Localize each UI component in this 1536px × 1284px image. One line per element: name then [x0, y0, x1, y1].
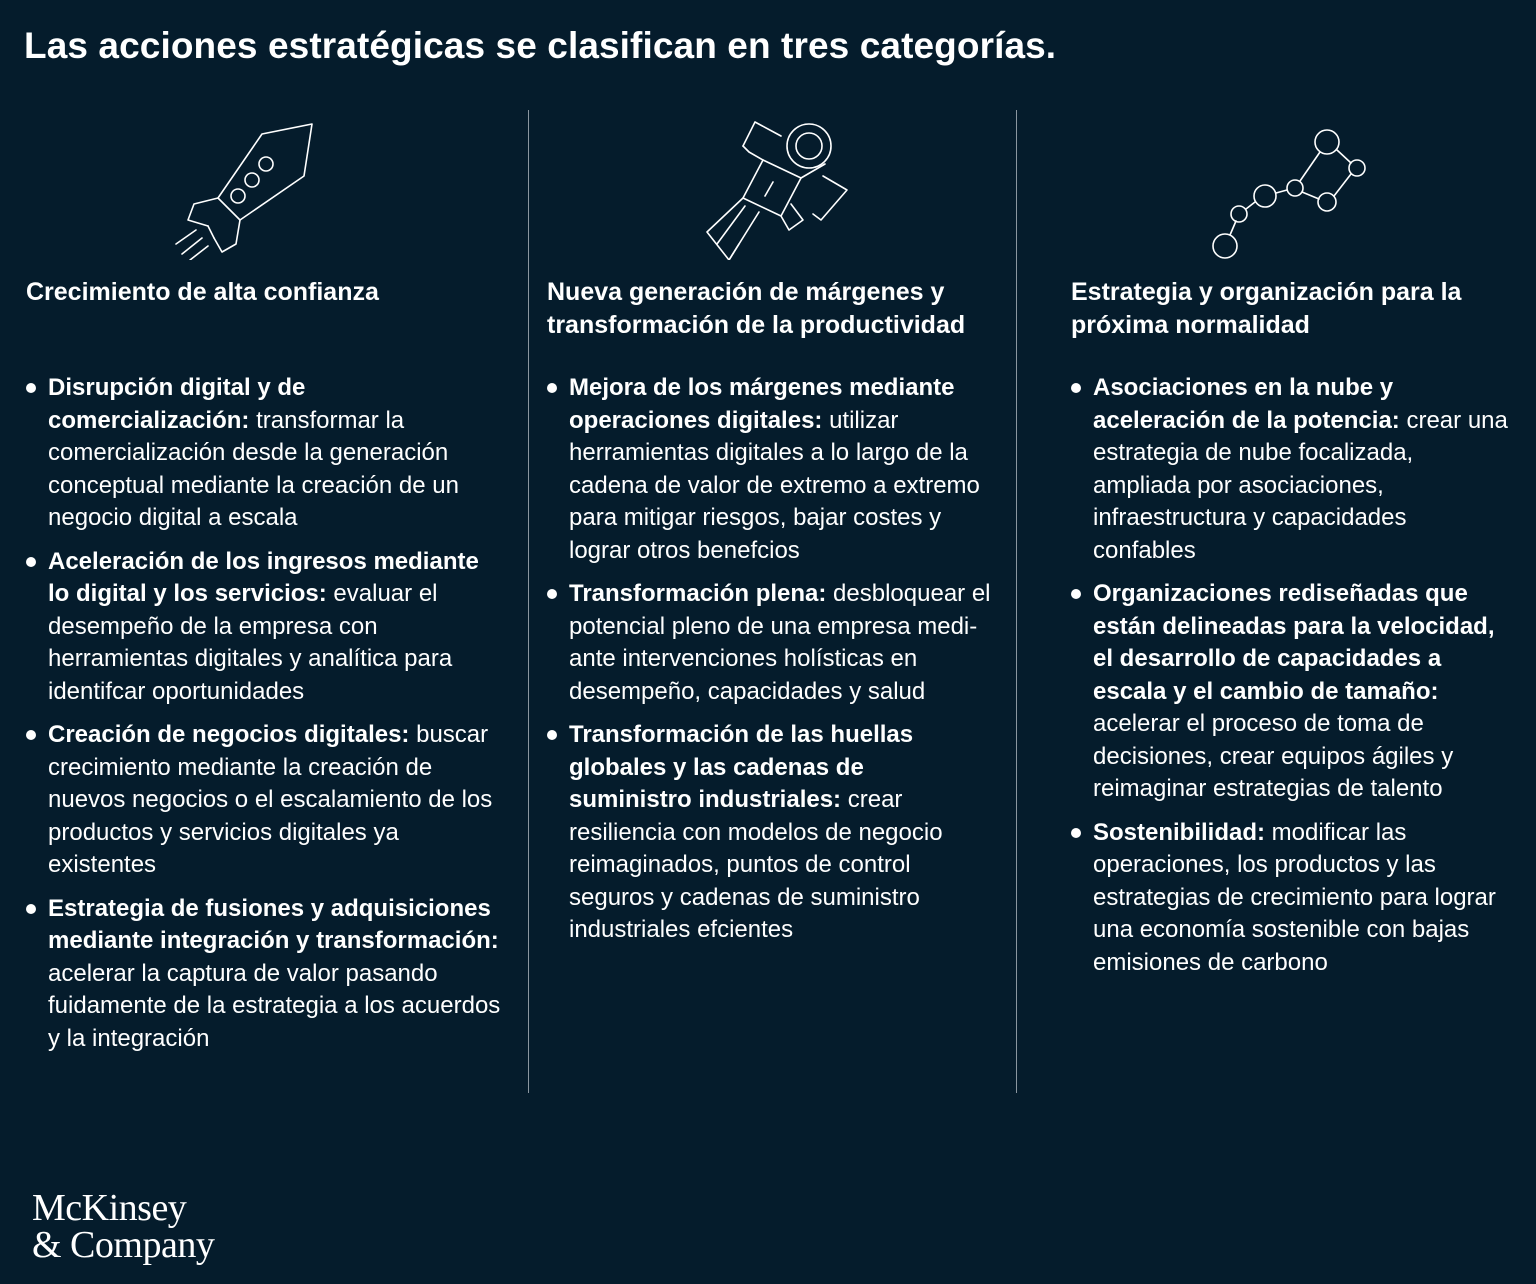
bullet-term: Transformación de las huellas globales y las cadenas de suministro industriales:: [569, 721, 914, 813]
list-item: [547, 719, 993, 947]
bullet-term: Organizaciones rediseñadas que están delineadas para la velocidad, el desarrollo de capacidades a escala y el cambio de tamaño:: [1093, 580, 1495, 705]
constellation-icon: [1209, 120, 1375, 260]
bullet-dot: [547, 589, 557, 599]
bullet-description: modificar las operaciones, los productos y las estrategias de crecimiento para lograr una economía sostenible con bajas emisiones de carbono: [1093, 818, 1496, 976]
bullet-dot: [1071, 589, 1081, 599]
bullet-term: Transformación plena:: [569, 580, 827, 607]
column-heading: Crecimiento de alta confianza: [26, 278, 379, 306]
bullet-dot: [547, 730, 557, 740]
bullet-term: Estrategia de fusiones y adquisiciones mediante integración y transformación:: [48, 894, 499, 954]
bullet-description: buscar crecimiento mediante la creación de nuevos negocios o el escalamiento de los productos y servicios digitales ya existentes: [48, 721, 493, 878]
column-heading: Estrategia y organización para la próxima normalidad: [1071, 278, 1462, 339]
list-item: [1071, 372, 1511, 567]
bullet-dot: [26, 383, 36, 393]
bullet-description: utilizar herramientas digitales a lo largo de la cadena de valor de extremo a extremo para mitigar riesgos, bajar costes y lograr otros benefcios: [569, 406, 980, 564]
bullet-dot: [547, 383, 557, 393]
bullet-description: transformar la comercialización desde la generación conceptual mediante la creación de un negocio digital a escala: [48, 406, 459, 531]
bullet-term: Disrupción digital y de comercialización:: [48, 374, 306, 434]
column-divider-2: [1016, 110, 1017, 1093]
bullet-dot: [1071, 828, 1081, 838]
bullet-dot: [26, 904, 36, 914]
list-item: [26, 719, 504, 882]
bullet-dot: [26, 730, 36, 740]
bullet-list: [1071, 372, 1511, 990]
bullet-dot: [26, 557, 36, 567]
bullet-dot: [1071, 383, 1081, 393]
list-item: [1071, 817, 1511, 980]
bullet-description: acelerar la captura de valor pasando fuidamente de la estrategia a los acuerdos y la integración: [48, 959, 501, 1052]
astronaut-icon: [703, 120, 853, 260]
bullet-term: Aceleración de los ingresos mediante lo digital y los servicios:: [48, 547, 479, 607]
bullet-term: Sostenibilidad:: [1093, 818, 1266, 846]
bullet-description: crear una estrategia de nube focalizada, ampliada por asociaciones, infraestructura y capacidades confables: [1093, 406, 1508, 564]
column-heading: Nueva generación de márgenes y transformación de la productividad: [547, 278, 966, 339]
logo-line-2: & Company: [32, 1224, 215, 1266]
bullet-list: [547, 372, 993, 958]
bullet-description: acelerar el proceso de toma de decisiones, crear equipos ágiles y reimaginar estrategias de talento: [1093, 710, 1454, 802]
bullet-term: Mejora de los márgenes mediante operaciones digitales:: [569, 374, 955, 434]
rocket-icon: [174, 120, 324, 260]
list-item: [547, 578, 993, 708]
list-item: [26, 372, 504, 535]
bullet-list: [26, 372, 504, 1066]
column-divider-1: [528, 110, 529, 1093]
bullet-term: Asociaciones en la nube y aceleración de la potencia:: [1093, 374, 1400, 434]
bullet-description: desbloquear el potencial pleno de una empresa medi- ante intervenciones holísticas en desempeño, capacidades y salud: [569, 580, 991, 705]
list-item: [26, 546, 504, 709]
list-item: [26, 893, 504, 1056]
list-item: [547, 372, 993, 567]
page-title: Las acciones estratégicas se clasifican en tres categorías.: [24, 25, 1057, 66]
mckinsey-logo: [32, 1187, 215, 1266]
bullet-description: crear resiliencia con modelos de negocio reimaginados, puntos de control seguros y cadenas de suministro industriales efcientes: [569, 786, 943, 943]
logo-line-1: McKinsey: [32, 1187, 187, 1229]
bullet-description: evaluar el desempeño de la empresa con herramientas digitales y analítica para identifcar oportunidades: [48, 580, 453, 705]
list-item: [1071, 578, 1511, 806]
bullet-term: Creación de negocios digitales:: [48, 721, 410, 748]
